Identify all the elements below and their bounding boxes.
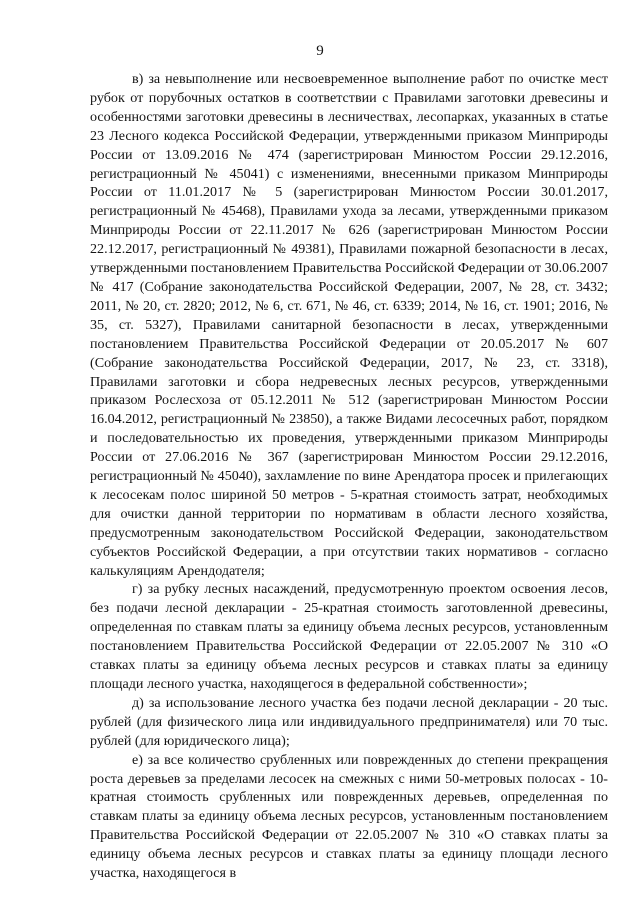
paragraph-e: е) за все количество срубленных или поврежденных до степени прекращения роста деревьев за пределами лесосек на смежных с ними 50-метровых полосах - 10-кратная стоимость срубленных или поврежденных деревьев, определенная по ставкам платы за единицу объема лесных ресурсов, установленным постановлением Правительства Российской Федерации от 22.05.2007 № 310 «О ставках платы за единицу объема лесных ресурсов и ставках платы за единицу площади лесного участка, находящегося в	[90, 751, 608, 882]
paragraph-d: д) за использование лесного участка без подачи лесной декларации - 20 тыс. рублей (для физического лица или индивидуального предпринимателя) или 70 тыс. рублей (для юридического лица);	[90, 694, 608, 749]
page-number: 9	[316, 43, 324, 59]
document-body	[90, 70, 608, 883]
paragraph-v: в) за невыполнение или несвоевременное выполнение работ по очистке мест рубок от порубочных остатков в соответствии с Правилами заготовки древесины и особенностями заготовки древесины в лесничествах, лесопарках, указанных в статье 23 Лесного кодекса Российской Федерации, утвержденными приказом Минприроды России от 13.09.2016 № 474 (зарегистрирован Минюстом России 29.12.2016, регистрационный № 45041) с изменениями, внесенными приказом Минприроды России от 11.01.2017 № 5 (зарегистрирован Минюстом России 30.01.2017, регистрационный № 45468), Правилами ухода за лесами, утвержденными приказом Минприроды России от 22.11.2017 № 626 (зарегистрирован Минюстом России 22.12.2017, регистрационный № 49381), Правилами пожарной безопасности в лесах, утвержденными постановлением Правительства Российской Федерации от 30.06.2007 № 417 (Собрание законодательства Российской Федерации, 2007, № 28, ст. 3432; 2011, № 20, ст. 2820; 2012, № 6, ст. 671, № 46, ст. 6339; 2014, № 16, ст. 1901; 2016, № 35, ст. 5327), Правилами санитарной безопасности в лесах, утвержденными постановлением Правительства Российской Федерации от 20.05.2017 № 607 (Собрание законодательства Российской Федерации, 2017, № 23, ст. 3318), Правилами заготовки и сбора недревесных лесных ресурсов, утвержденными приказом Рослесхоза от 05.12.2011 № 512 (зарегистрирован Минюстом России 16.04.2012, регистрационный № 23850), а также Видами лесосечных работ, порядком и последовательностью их проведения, утвержденными приказом Минприроды России от 27.06.2016 № 367 (зарегистрирован Минюстом России 29.12.2016, регистрационный № 45040), захламление по вине Арендатора просек и прилегающих к лесосекам полос шириной 50 метров - 5-кратная стоимость затрат, необходимых для очистки данной территории по нормативам в области лесного хозяйства, предусмотренным законодательством Российской Федерации, законодательством субъектов Российской Федерации, а при отсутствии таких нормативов - согласно калькуляциям Арендодателя;	[90, 71, 608, 579]
paragraph-g: г) за рубку лесных насаждений, предусмотренную проектом освоения лесов, без подачи лесной декларации - 25-кратная стоимость заготовленной древесины, определенная по ставкам платы за единицу объема лесных ресурсов, установленным постановлением Правительства Российской Федерации от 22.05.2007 № 310 «О ставках платы за единицу объема лесных ресурсов и ставках платы за единицу площади лесного участка, находящегося в федеральной собственности»;	[90, 581, 608, 692]
